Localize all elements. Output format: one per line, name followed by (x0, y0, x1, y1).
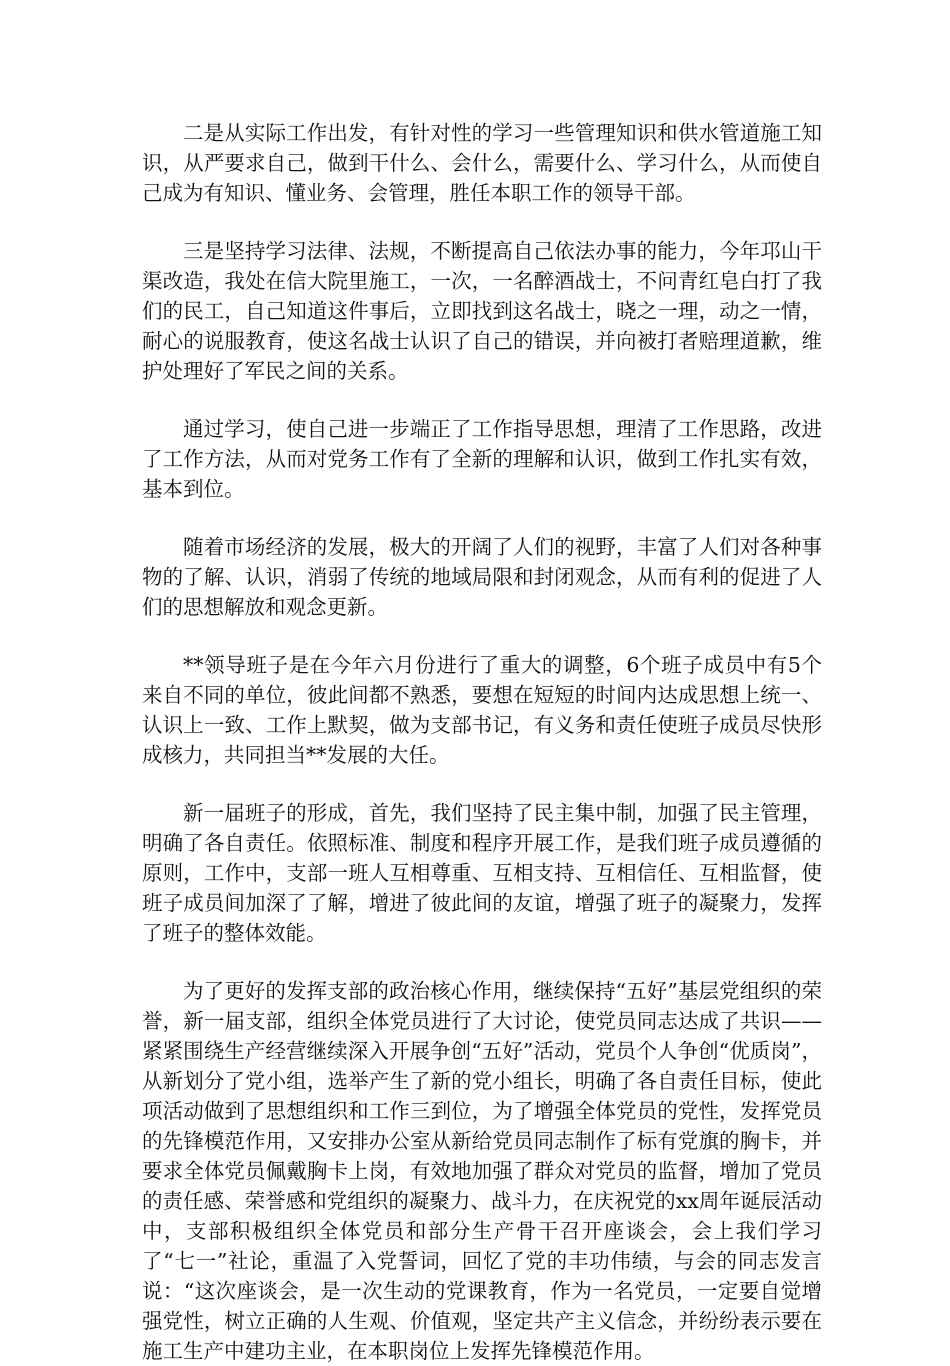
paragraph-5: **领导班子是在今年六月份进行了重大的调整，6个班子成员中有5个来自不同的单位，彼此间都不熟悉，要想在短短的时间内达成思想上统一、认识上一致、工作上默契，做为支部书记，有义务和责任使班子成员尽快形成核力，共同担当**发展的大任。 (142, 653, 822, 767)
paragraph-2: 三是坚持学习法律、法规，不断提高自己依法办事的能力，今年邛山干渠改造，我处在信大院里施工，一次，一名醉酒战士，不问青红皂白打了我们的民工，自己知道这件事后，立即找到这名战士，晓之一理，动之一情，耐心的说服教育，使这名战士认识了自己的错误，并向被打者赔理道歉，维护处理好了军民之间的关系。 (142, 239, 822, 383)
document-body (142, 118, 822, 1366)
paragraph-3: 通过学习，使自己进一步端正了工作指导思想，理清了工作思路，改进了工作方法，从而对党务工作有了全新的理解和认识，做到工作扎实有效，基本到位。 (142, 417, 822, 501)
paragraph-7: 为了更好的发挥支部的政治核心作用，继续保持“五好”基层党组织的荣誉，新一届支部，组织全体党员进行了大讨论，使党员同志达成了共识——紧紧围绕生产经营继续深入开展争创“五好”活动，党员个人争创“优质岗”，从新划分了党小组，选举产生了新的党小组长，明确了各自责任目标，使此项活动做到了思想组织和工作三到位，为了增强全体党员的党性，发挥党员的先锋模范作用，又安排办公室从新给党员同志制作了标有党旗的胸卡，并要求全体党员佩戴胸卡上岗，有效地加强了群众对党员的监督，增加了党员的责任感、荣誉感和党组织的凝聚力、战斗力，在庆祝党的xx周年诞辰活动中，支部积极组织全体党员和部分生产骨干召开座谈会，会上我们学习了“七一”社论，重温了入党誓词，回忆了党的丰功伟绩，与会的同志发言说：“这次座谈会，是一次生动的党课教育，作为一名党员，一定要自觉增强党性，树立正确的人生观、价值观，坚定共产主义信念，并纷纷表示要在施工生产中建功主业，在本职岗位上发挥先锋模范作用。 (142, 979, 822, 1363)
paragraph-4: 随着市场经济的发展，极大的开阔了人们的视野，丰富了人们对各种事物的了解、认识，消弱了传统的地域局限和封闭观念，从而有利的促进了人们的思想解放和观念更新。 (142, 535, 822, 619)
paragraph-6: 新一届班子的形成，首先，我们坚持了民主集中制，加强了民主管理，明确了各自责任。依照标准、制度和程序开展工作，是我们班子成员遵循的原则，工作中，支部一班人互相尊重、互相支持、互相信任、互相监督，使班子成员间加深了了解，增进了彼此间的友谊，增强了班子的凝聚力，发挥了班子的整体效能。 (142, 801, 822, 945)
paragraph-1: 二是从实际工作出发，有针对性的学习一些管理知识和供水管道施工知识，从严要求自己，做到干什么、会什么，需要什么、学习什么，从而使自己成为有知识、懂业务、会管理，胜任本职工作的领导干部。 (142, 121, 822, 205)
